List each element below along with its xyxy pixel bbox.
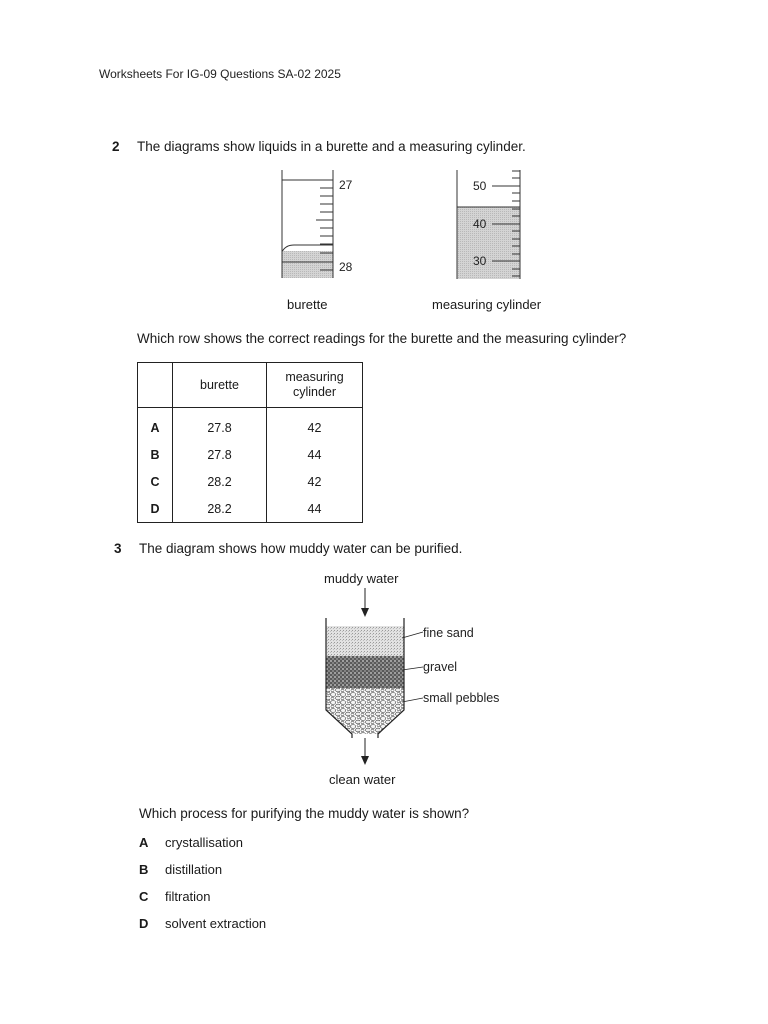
filter-diagram — [310, 588, 530, 778]
burette-diagram — [270, 165, 370, 285]
question-3-text: The diagram shows how muddy water can be purified. — [139, 541, 463, 556]
measuring-cylinder-diagram — [440, 165, 540, 285]
burette-caption: burette — [287, 297, 328, 312]
small-pebbles-label: small pebbles — [423, 691, 500, 705]
muddy-water-label: muddy water — [324, 571, 399, 586]
question-3-number: 3 — [114, 541, 122, 556]
row-burette: 27.8 — [173, 408, 267, 442]
cylinder-label-50: 50 — [473, 179, 487, 193]
row-letter: B — [138, 441, 173, 468]
fine-sand-layer — [326, 626, 404, 656]
table-header-row — [138, 363, 363, 408]
burette-label-27: 27 — [339, 178, 353, 192]
row-cylinder: 42 — [267, 408, 363, 442]
row-letter: C — [138, 468, 173, 495]
clean-water-label: clean water — [329, 772, 396, 787]
option-a-text: crystallisation — [165, 835, 244, 850]
row-burette: 28.2 — [173, 468, 267, 495]
option-b-text: distillation — [165, 862, 223, 877]
page-header: Worksheets For IG-09 Questions SA-02 2025 — [99, 67, 341, 81]
option-d-text: solvent extraction — [165, 916, 267, 931]
question-3-prompt: Which process for purifying the muddy water is shown? — [139, 806, 470, 821]
row-letter: D — [138, 495, 173, 523]
cylinder-label-30: 30 — [473, 254, 487, 268]
option-b-letter: B — [139, 862, 149, 877]
option-c-text: filtration — [165, 889, 211, 904]
table-header-burette: burette — [173, 363, 267, 408]
gravel-layer — [326, 656, 404, 688]
row-burette: 27.8 — [173, 441, 267, 468]
question-2-number: 2 — [112, 139, 120, 154]
inlet-arrow-icon — [361, 588, 369, 617]
row-cylinder: 44 — [267, 441, 363, 468]
answer-table — [137, 362, 363, 523]
row-cylinder: 44 — [267, 495, 363, 523]
table-row — [138, 441, 363, 468]
cylinder-label-40: 40 — [473, 217, 487, 231]
row-cylinder: 42 — [267, 468, 363, 495]
fine-sand-label: fine sand — [423, 626, 474, 640]
table-header-cylinder: measuring cylinder — [267, 363, 363, 408]
outlet-arrow-icon — [361, 738, 369, 765]
question-2-text: The diagrams show liquids in a burette and a measuring cylinder. — [137, 139, 526, 154]
gravel-label: gravel — [423, 660, 458, 674]
table-row — [138, 468, 363, 495]
cylinder-caption: measuring cylinder — [432, 297, 542, 312]
option-d-letter: D — [139, 916, 149, 931]
row-burette: 28.2 — [173, 495, 267, 523]
option-c-letter: C — [139, 889, 149, 904]
burette-label-28: 28 — [339, 260, 353, 274]
table-row — [138, 495, 363, 523]
row-letter: A — [138, 408, 173, 442]
table-row — [138, 408, 363, 442]
pebbles-layer — [326, 688, 404, 734]
option-a-letter: A — [139, 835, 149, 850]
question-2-prompt: Which row shows the correct readings for the burette and the measuring cylinder? — [137, 331, 627, 346]
